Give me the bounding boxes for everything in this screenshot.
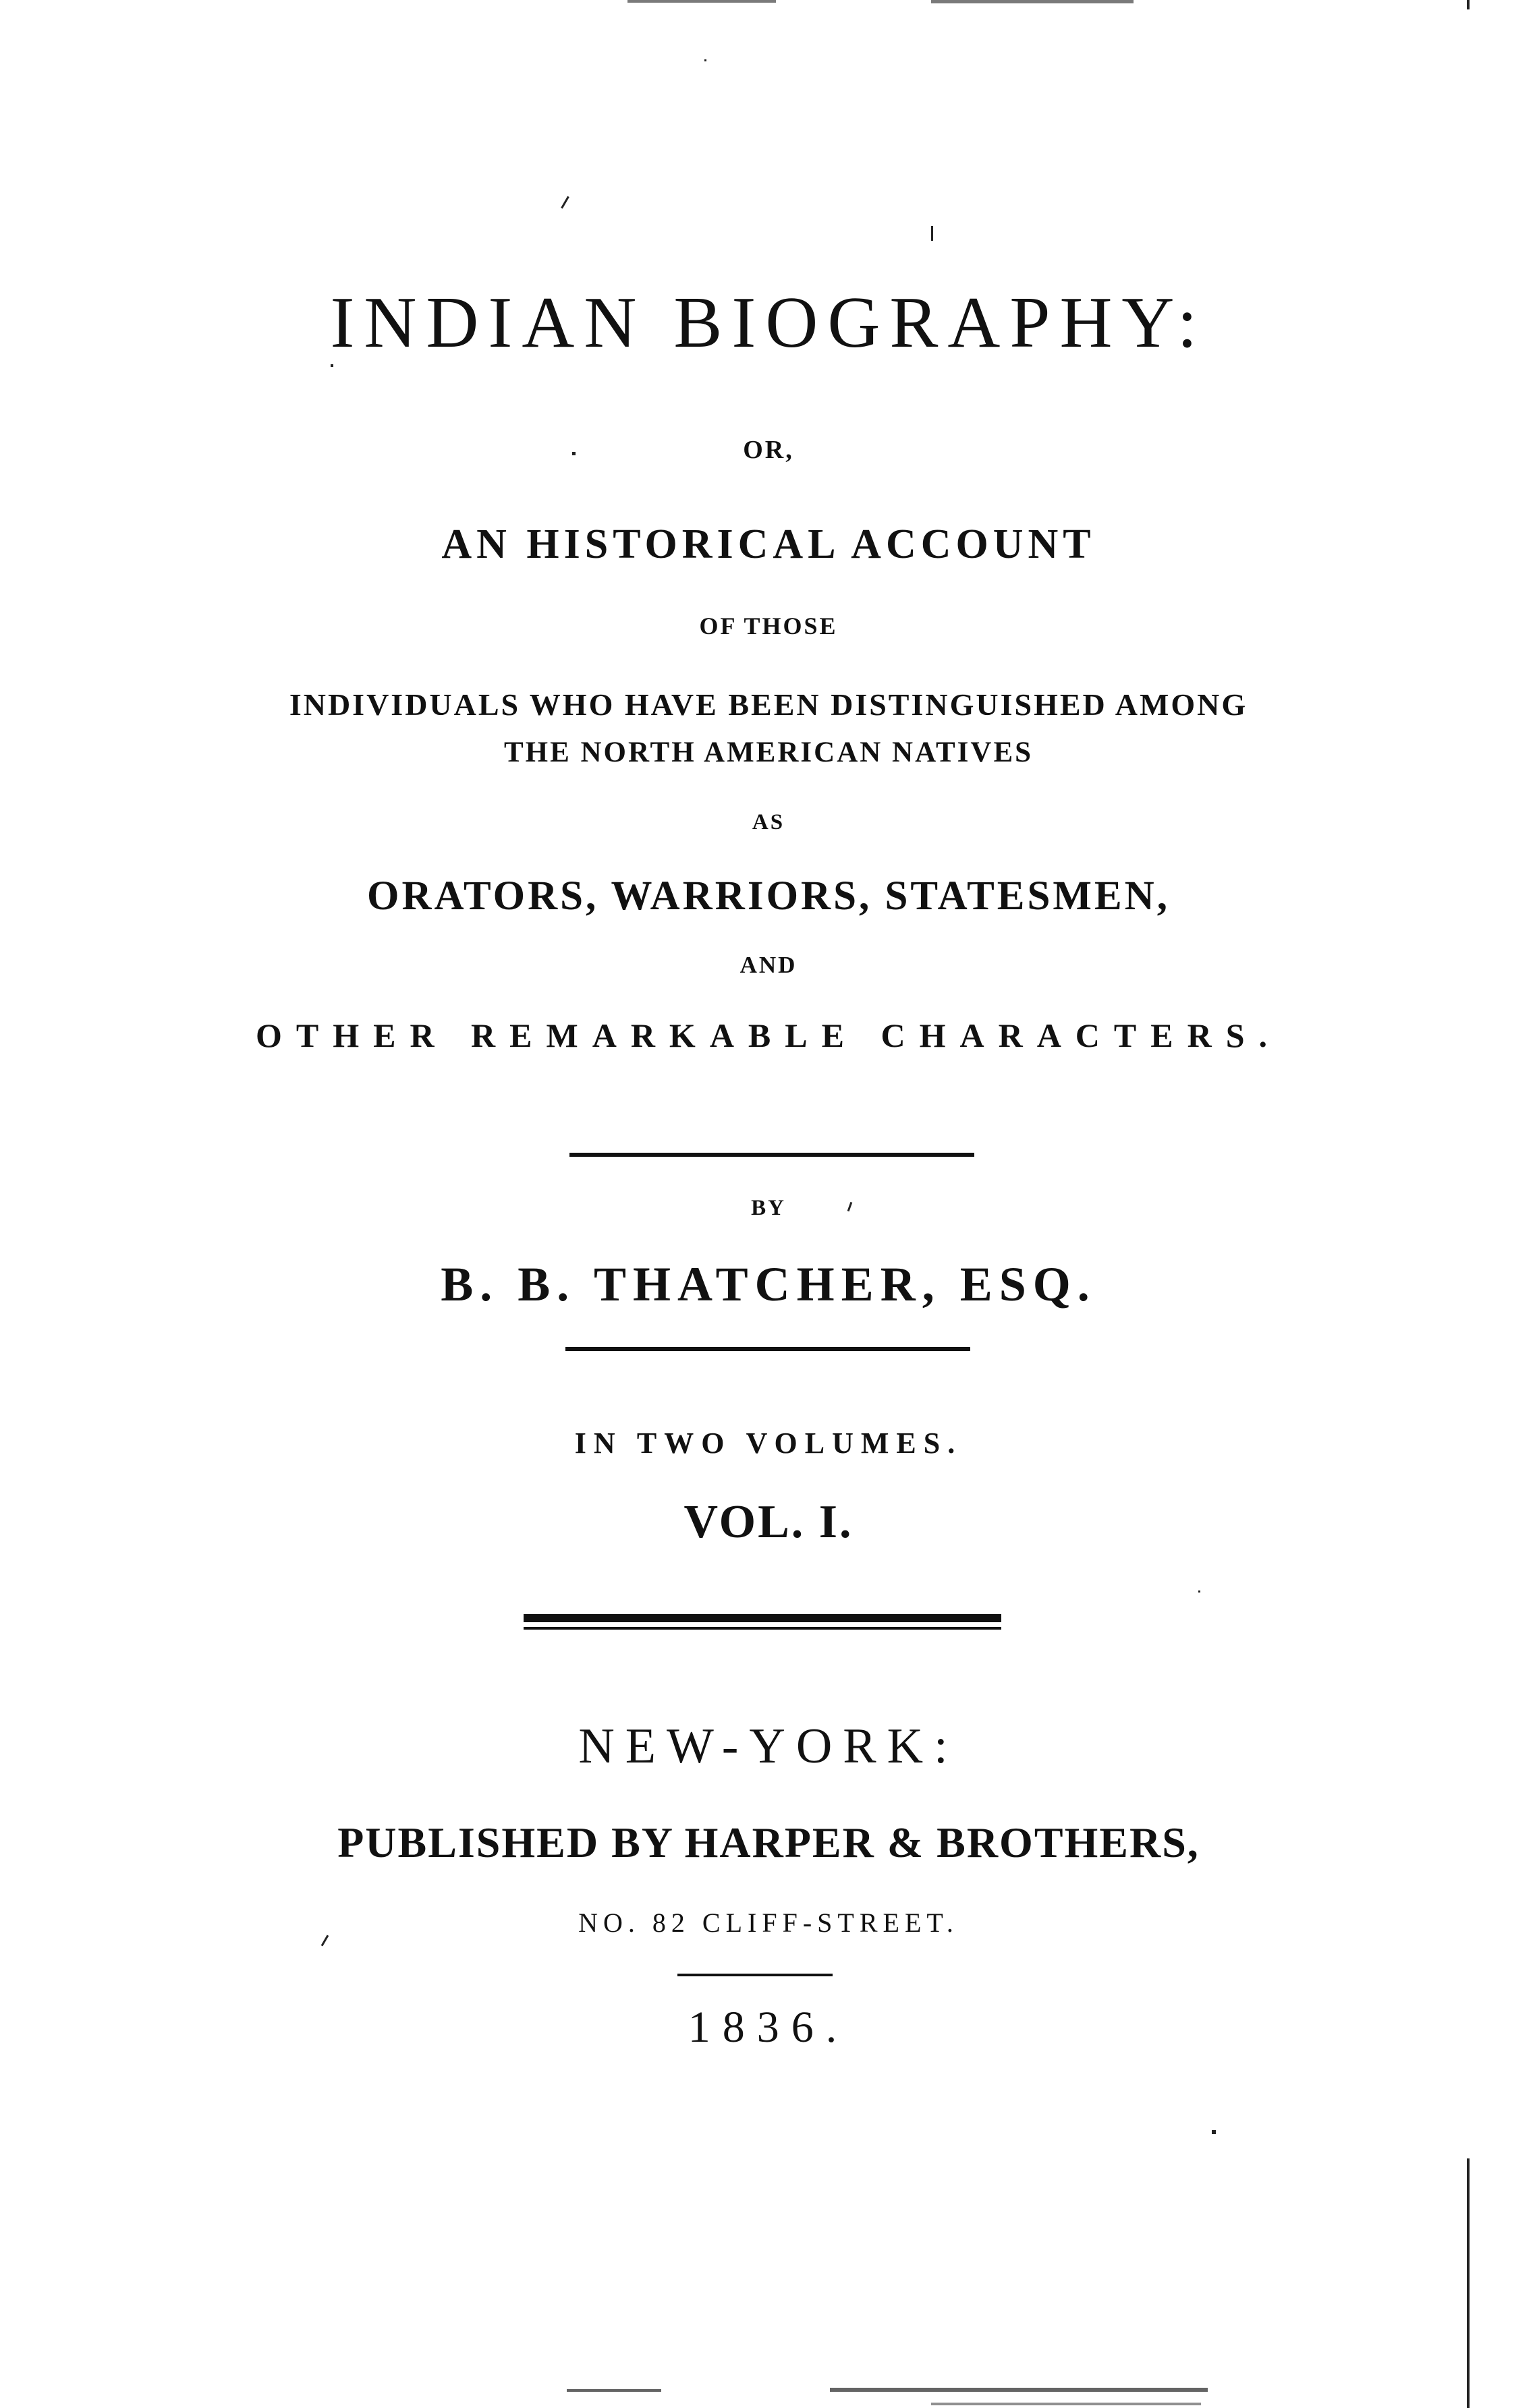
title-conjunction: OR, (743, 436, 794, 464)
subtitle-natives: THE NORTH AMERICAN NATIVES (503, 737, 1034, 768)
byline-label: BY (751, 1196, 786, 1220)
scan-artifact (1467, 0, 1470, 9)
scan-artifact (321, 1934, 329, 1946)
book-title: INDIAN BIOGRAPHY: (330, 283, 1207, 363)
subtitle-as: AS (752, 810, 785, 834)
scan-artifact (561, 196, 569, 209)
double-rule-top (524, 1614, 1001, 1622)
divider-rule (565, 1347, 970, 1351)
subtitle-orators: ORATORS, WARRIORS, STATESMEN, (367, 873, 1170, 919)
volume-number: VOL. I. (683, 1496, 854, 1548)
divider-rule (677, 1974, 833, 1976)
imprint-year: 1836. (688, 2003, 849, 2052)
scan-artifact (1467, 2158, 1470, 2408)
scan-artifact (1198, 1590, 1200, 1593)
imprint-address: NO. 82 CLIFF-STREET. (578, 1908, 959, 1938)
subtitle-and: AND (739, 952, 798, 978)
double-rule-bottom (524, 1627, 1001, 1630)
subtitle: AN HISTORICAL ACCOUNT (441, 521, 1096, 567)
scan-artifact (331, 364, 333, 367)
scan-artifact (567, 2389, 661, 2392)
subtitle-individuals: INDIVIDUALS WHO HAVE BEEN DISTINGUISHED AMONG (289, 687, 1248, 722)
scan-artifact (931, 2403, 1201, 2405)
scan-artifact (627, 0, 776, 3)
volumes-note: IN TWO VOLUMES. (574, 1427, 963, 1460)
imprint-city: NEW-YORK: (578, 1719, 959, 1774)
author-name: B. B. THATCHER, ESQ. (441, 1257, 1096, 1311)
subtitle-remarkable: OTHER REMARKABLE CHARACTERS. (255, 1016, 1282, 1054)
scan-artifact (931, 226, 933, 241)
scan-artifact (572, 452, 576, 455)
imprint-publisher: PUBLISHED BY HARPER & BROTHERS, (337, 1818, 1200, 1866)
scan-artifact (704, 59, 706, 61)
scan-artifact (1212, 2130, 1216, 2134)
scan-artifact (931, 0, 1134, 3)
scan-artifact (830, 2388, 1208, 2392)
subtitle-of-those: OF THOSE (699, 612, 838, 639)
divider-rule (569, 1153, 974, 1157)
